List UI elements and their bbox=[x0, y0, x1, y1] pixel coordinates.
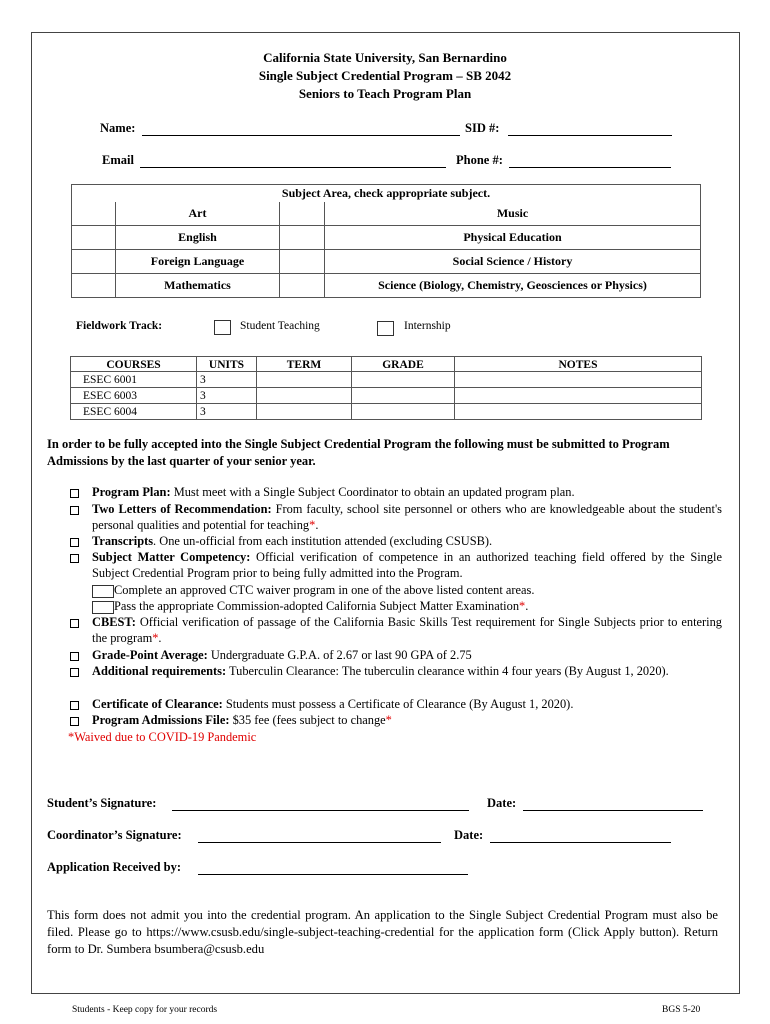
checkbox-bullet-icon bbox=[70, 506, 79, 515]
course-notes[interactable] bbox=[455, 372, 702, 388]
subject-mathematics: Mathematics bbox=[116, 274, 280, 298]
courses-table bbox=[70, 356, 702, 420]
req-program-plan bbox=[92, 484, 722, 500]
req-label: Grade-Point Average: bbox=[92, 648, 208, 662]
footer-left: Students - Keep copy for your records bbox=[72, 1005, 218, 1015]
student-date-label: Date: bbox=[487, 796, 517, 810]
name-label: Name: bbox=[100, 121, 136, 135]
req-gpa bbox=[92, 647, 722, 663]
notice-paragraph: This form does not admit you into the credential program. An application to the Single Subject Credential Program must also be filed. Please go to https://www.csusb.edu/single-subject-teaching-credential for the application form (Click Apply button). Return form to Dr. Sumbera bsumbera@csusb.edu bbox=[47, 908, 718, 957]
coordinator-signature-label: Coordinator’s Signature: bbox=[47, 828, 182, 842]
course-grade[interactable] bbox=[352, 372, 455, 388]
req-text: Tuberculin Clearance: The tuberculin clearance within 4 four years (By August 1, 2020). bbox=[229, 664, 669, 678]
req-text: Students must possess a Certificate of Clearance (By August 1, 2020). bbox=[225, 697, 574, 711]
fieldwork-track-label: Fieldwork Track: bbox=[76, 320, 163, 332]
program-title: Single Subject Credential Program – SB 2042 bbox=[258, 68, 512, 83]
req-clearance bbox=[92, 696, 722, 712]
checkbox-bullet-icon bbox=[70, 652, 79, 661]
exam-checkbox[interactable] bbox=[92, 601, 114, 614]
course-name: ESEC 6001 bbox=[71, 372, 197, 388]
req-transcripts bbox=[92, 533, 722, 549]
req-text: Undergraduate G.P.A. of 2.67 or last 90 GPA of 2.75 bbox=[210, 648, 472, 662]
plan-title: Seniors to Teach Program Plan bbox=[298, 86, 472, 101]
subject-social-science: Social Science / History bbox=[325, 250, 701, 274]
req-text: Must meet with a Single Subject Coordinator to obtain an updated program plan. bbox=[173, 485, 575, 499]
period: . bbox=[315, 518, 319, 533]
req-letters bbox=[92, 501, 722, 533]
checkbox-bullet-icon bbox=[70, 717, 79, 726]
phone-field[interactable] bbox=[509, 167, 671, 168]
table-row bbox=[71, 404, 702, 420]
col-units: UNITS bbox=[197, 357, 257, 372]
req-label: Subject Matter Competency: bbox=[92, 550, 251, 564]
req-label: Certificate of Clearance: bbox=[92, 697, 223, 711]
course-units: 3 bbox=[197, 404, 257, 420]
table-row bbox=[71, 372, 702, 388]
col-notes: NOTES bbox=[455, 357, 702, 372]
period: . bbox=[525, 599, 529, 613]
sid-label: SID #: bbox=[465, 121, 500, 135]
subject-science: Science (Biology, Chemistry, Geosciences or Physics) bbox=[325, 274, 701, 298]
subject-checkbox-english[interactable] bbox=[72, 226, 116, 250]
course-name: ESEC 6003 bbox=[71, 388, 197, 404]
req-label: Additional requirements: bbox=[92, 664, 227, 678]
req-text: $35 fee (fees subject to change bbox=[232, 713, 386, 727]
received-by-field[interactable] bbox=[198, 874, 468, 875]
requirements-intro: In order to be fully accepted into the Single Subject Credential Program the following must be submitted to Program Admissions by the last quarter of your senior year. bbox=[47, 437, 670, 468]
checkbox-bullet-icon bbox=[70, 538, 79, 547]
subject-art: Art bbox=[116, 202, 280, 226]
col-grade: GRADE bbox=[352, 357, 455, 372]
subject-checkbox-music[interactable] bbox=[280, 202, 325, 226]
student-teaching-checkbox[interactable] bbox=[214, 320, 231, 335]
course-grade[interactable] bbox=[352, 388, 455, 404]
req-label: CBEST: bbox=[92, 615, 136, 629]
course-grade[interactable] bbox=[352, 404, 455, 420]
subject-checkbox-mathematics[interactable] bbox=[72, 274, 116, 298]
req-label: Program Plan: bbox=[92, 485, 171, 499]
req-cbest bbox=[92, 614, 722, 646]
req-label: Transcripts bbox=[92, 534, 154, 548]
course-units: 3 bbox=[197, 388, 257, 404]
course-units: 3 bbox=[197, 372, 257, 388]
subject-checkbox-science[interactable] bbox=[280, 274, 325, 298]
student-signature-field[interactable] bbox=[172, 810, 469, 811]
subject-foreign-language: Foreign Language bbox=[116, 250, 280, 274]
subject-area-header: Subject Area, check appropriate subject. bbox=[72, 185, 701, 203]
course-notes[interactable] bbox=[455, 404, 702, 420]
name-field[interactable] bbox=[142, 135, 460, 136]
asterisk: * bbox=[309, 518, 316, 533]
req-label: Program Admissions File: bbox=[92, 713, 230, 727]
checkbox-bullet-icon bbox=[70, 489, 79, 498]
student-teaching-label: Student Teaching bbox=[240, 320, 320, 332]
checkbox-bullet-icon bbox=[70, 619, 79, 628]
subject-checkbox-pe[interactable] bbox=[280, 226, 325, 250]
req-additional bbox=[92, 663, 722, 679]
footer-right: BGS 5-20 bbox=[662, 1005, 701, 1015]
course-notes[interactable] bbox=[455, 388, 702, 404]
subject-checkbox-foreign-language[interactable] bbox=[72, 250, 116, 274]
waiver-checkbox[interactable] bbox=[92, 585, 114, 598]
email-label: Email bbox=[102, 153, 134, 167]
coordinator-date-label: Date: bbox=[454, 828, 484, 842]
student-signature-label: Student’s Signature: bbox=[47, 796, 157, 810]
email-field[interactable] bbox=[140, 167, 446, 168]
internship-checkbox[interactable] bbox=[377, 321, 394, 336]
subject-music: Music bbox=[325, 202, 701, 226]
req-label: Two Letters of Recommendation: bbox=[92, 502, 272, 516]
subject-physical-education: Physical Education bbox=[325, 226, 701, 250]
req-text: Complete an approved CTC waiver program in one of the above listed content areas. bbox=[114, 583, 535, 597]
coordinator-date-field[interactable] bbox=[490, 842, 671, 843]
course-term[interactable] bbox=[257, 372, 352, 388]
req-text: Pass the appropriate Commission-adopted California Subject Matter Examination bbox=[114, 599, 520, 613]
student-date-field[interactable] bbox=[523, 810, 703, 811]
course-term[interactable] bbox=[257, 404, 352, 420]
received-by-label: Application Received by: bbox=[47, 860, 182, 874]
checkbox-bullet-icon bbox=[70, 668, 79, 677]
asterisk: * bbox=[385, 713, 392, 727]
req-text: . One un-official from each institution attended (excluding CSUSB). bbox=[153, 534, 493, 548]
asterisk: * bbox=[519, 599, 526, 613]
req-text: Official verification of competence in an authorized teaching field offered by the Single Subject Credential Program prior to being fully admitted into the Program. bbox=[92, 550, 722, 581]
req-subject-matter bbox=[92, 549, 722, 581]
req-text: From faculty, school site personnel or others who are knowledgeable about the student's personal qualities and potential for teaching bbox=[92, 502, 722, 533]
subject-area-table bbox=[71, 184, 701, 298]
subject-english: English bbox=[116, 226, 280, 250]
col-courses: COURSES bbox=[71, 357, 197, 372]
col-term: TERM bbox=[257, 357, 352, 372]
req-admissions-file bbox=[92, 712, 722, 728]
checkbox-bullet-icon bbox=[70, 701, 79, 710]
university-title: California State University, San Bernardino bbox=[263, 50, 507, 65]
smc-option-exam bbox=[92, 598, 722, 614]
subject-checkbox-social-science[interactable] bbox=[280, 250, 325, 274]
sid-field[interactable] bbox=[508, 135, 672, 136]
checkbox-bullet-icon bbox=[70, 554, 79, 563]
course-name: ESEC 6004 bbox=[71, 404, 197, 420]
period: . bbox=[158, 631, 162, 646]
asterisk: * bbox=[152, 631, 159, 646]
internship-label: Internship bbox=[404, 320, 451, 332]
coordinator-signature-field[interactable] bbox=[198, 842, 441, 843]
smc-option-waiver bbox=[92, 582, 722, 598]
subject-checkbox-art[interactable] bbox=[72, 202, 116, 226]
course-term[interactable] bbox=[257, 388, 352, 404]
waived-note: *Waived due to COVID-19 Pandemic bbox=[68, 730, 257, 744]
phone-label: Phone #: bbox=[456, 153, 503, 167]
req-text: Official verification of passage of the California Basic Skills Test requirement for Single Subjects prior to entering the program bbox=[92, 615, 722, 646]
table-row bbox=[71, 388, 702, 404]
